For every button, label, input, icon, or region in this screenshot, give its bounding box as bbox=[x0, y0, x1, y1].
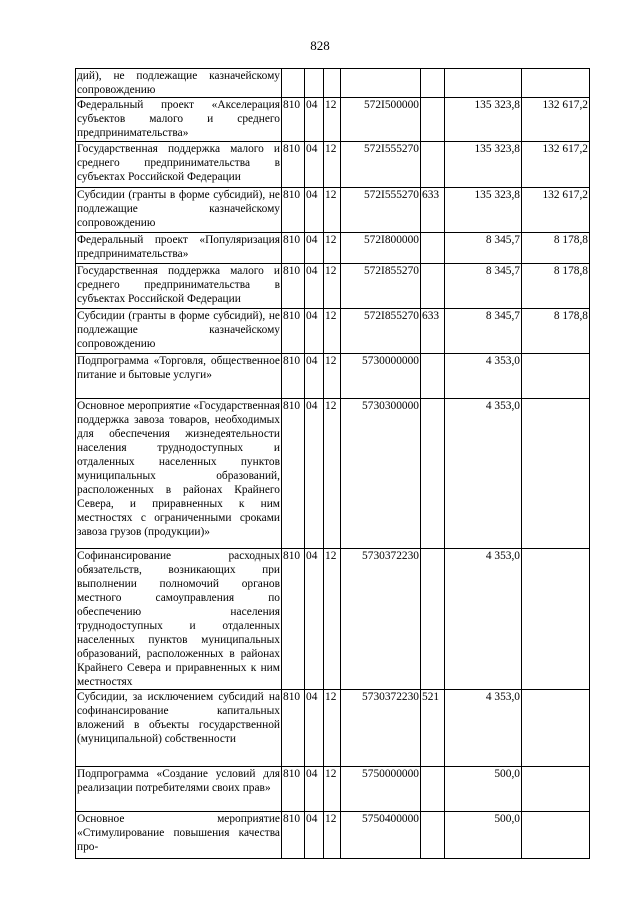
row-name-cell: Государственная поддержка малого и среднего предпринимательства в субъектах Российской Федерации bbox=[76, 142, 282, 188]
row-pr-cell: 12 bbox=[324, 142, 341, 188]
page-number: 828 bbox=[310, 38, 330, 53]
table-row bbox=[76, 69, 590, 98]
row-rz-cell: 04 bbox=[305, 549, 324, 690]
row-gr-cell: 810 bbox=[282, 309, 305, 354]
row-pr-cell: 12 bbox=[324, 690, 341, 767]
row-pr-cell: 12 bbox=[324, 549, 341, 690]
table-row bbox=[76, 812, 590, 859]
row-rz-cell: 04 bbox=[305, 812, 324, 859]
row-pr-cell: 12 bbox=[324, 233, 341, 264]
row-pr-cell: 12 bbox=[324, 309, 341, 354]
row-gr-cell: 810 bbox=[282, 98, 305, 142]
row-gr-cell: 810 bbox=[282, 549, 305, 690]
row-pr-cell: 12 bbox=[324, 188, 341, 233]
row-csr-cell: 572I555270 bbox=[341, 188, 421, 233]
row-sum-2024-cell: 132 617,2 bbox=[522, 98, 590, 142]
row-sum-2023-cell: 135 323,8 bbox=[445, 188, 522, 233]
row-vr-cell: 633 bbox=[421, 309, 445, 354]
row-vr-cell: 521 bbox=[421, 690, 445, 767]
row-sum-2024-cell bbox=[522, 812, 590, 859]
row-sum-2024-cell: 132 617,2 bbox=[522, 142, 590, 188]
row-gr-cell: 810 bbox=[282, 354, 305, 399]
row-vr-cell bbox=[421, 812, 445, 859]
row-csr-cell: 572I500000 bbox=[341, 98, 421, 142]
row-sum-2024-cell bbox=[522, 354, 590, 399]
row-pr-cell: 12 bbox=[324, 399, 341, 549]
row-name-cell: Федеральный проект «Популяризация предпринимательства» bbox=[76, 233, 282, 264]
table-row bbox=[76, 98, 590, 142]
row-gr-cell: 810 bbox=[282, 188, 305, 233]
row-gr-cell bbox=[282, 69, 305, 98]
row-sum-2023-cell: 4 353,0 bbox=[445, 690, 522, 767]
row-sum-2023-cell: 500,0 bbox=[445, 812, 522, 859]
table-row bbox=[76, 188, 590, 233]
table-row bbox=[76, 354, 590, 399]
row-sum-2023-cell: 4 353,0 bbox=[445, 399, 522, 549]
row-csr-cell: 572I800000 bbox=[341, 233, 421, 264]
row-sum-2024-cell bbox=[522, 399, 590, 549]
row-pr-cell: 12 bbox=[324, 767, 341, 812]
row-gr-cell: 810 bbox=[282, 142, 305, 188]
row-rz-cell: 04 bbox=[305, 399, 324, 549]
row-vr-cell bbox=[421, 767, 445, 812]
row-rz-cell: 04 bbox=[305, 188, 324, 233]
row-rz-cell: 04 bbox=[305, 98, 324, 142]
row-vr-cell bbox=[421, 354, 445, 399]
row-sum-2024-cell: 8 178,8 bbox=[522, 309, 590, 354]
row-csr-cell: 572I855270 bbox=[341, 309, 421, 354]
row-csr-cell: 572I855270 bbox=[341, 264, 421, 309]
row-sum-2023-cell: 4 353,0 bbox=[445, 549, 522, 690]
table-row bbox=[76, 767, 590, 812]
row-sum-2023-cell: 8 345,7 bbox=[445, 264, 522, 309]
row-gr-cell: 810 bbox=[282, 812, 305, 859]
row-name-cell: Софинансирование расходных обязательств, возникающих при выполнении полномочий органов местного самоуправления по обеспечению населения труднодоступных и отдаленных населенных пунктов муниципальных образований, расположенных в районах Крайнего Севера и приравненных к ним местностях bbox=[77, 550, 280, 688]
row-gr-cell: 810 bbox=[282, 690, 305, 767]
row-vr-cell bbox=[421, 264, 445, 309]
row-csr-cell: 5750400000 bbox=[341, 812, 421, 859]
row-name-cell: Подпрограмма «Торговля, общественное питание и бытовые услуги» bbox=[76, 354, 282, 399]
table-row bbox=[76, 690, 590, 767]
row-vr-cell bbox=[421, 69, 445, 98]
row-rz-cell bbox=[305, 69, 324, 98]
row-rz-cell: 04 bbox=[305, 690, 324, 767]
row-rz-cell: 04 bbox=[305, 233, 324, 264]
row-pr-cell: 12 bbox=[324, 812, 341, 859]
row-name-cell: Субсидии, за исключением субсидий на софинансирование капитальных вложений в объекты государственной (муниципальной) собственности bbox=[76, 690, 282, 767]
row-name-cell: Основное мероприятие «Государственная поддержка завоза товаров, необходимых для обеспечения жизнедеятельности населения труднодоступных и отдаленных населенных пунктов муниципальных образований, расположенных в районах Крайнего Севера, и приравненных к ним местностях с ограниченными сроками завоза грузов (продукции)» bbox=[76, 399, 282, 549]
row-csr-cell: 5750000000 bbox=[341, 767, 421, 812]
table-row bbox=[76, 264, 590, 309]
row-vr-cell bbox=[421, 98, 445, 142]
row-vr-cell bbox=[421, 142, 445, 188]
row-pr-cell: 12 bbox=[324, 354, 341, 399]
row-gr-cell: 810 bbox=[282, 233, 305, 264]
table-row bbox=[76, 142, 590, 188]
table-row bbox=[76, 399, 590, 549]
row-sum-2024-cell: 132 617,2 bbox=[522, 188, 590, 233]
row-csr-cell: 5730372230 bbox=[341, 690, 421, 767]
row-sum-2023-cell: 4 353,0 bbox=[445, 354, 522, 399]
row-rz-cell: 04 bbox=[305, 142, 324, 188]
row-name-cell: дий), не подлежащие казначейскому сопровождению bbox=[77, 70, 280, 96]
row-sum-2024-cell bbox=[522, 690, 590, 767]
row-name-cell: Основное мероприятие «Стимулирование повышения качества про- bbox=[76, 812, 282, 859]
row-csr-cell: 5730000000 bbox=[341, 354, 421, 399]
row-pr-cell: 12 bbox=[324, 98, 341, 142]
row-sum-2024-cell bbox=[522, 549, 590, 690]
row-rz-cell: 04 bbox=[305, 264, 324, 309]
row-sum-2023-cell: 500,0 bbox=[445, 767, 522, 812]
row-pr-cell bbox=[324, 69, 341, 98]
row-rz-cell: 04 bbox=[305, 309, 324, 354]
row-csr-cell: 572I555270 bbox=[341, 142, 421, 188]
row-sum-2023-cell: 8 345,7 bbox=[445, 233, 522, 264]
row-vr-cell bbox=[421, 549, 445, 690]
row-rz-cell: 04 bbox=[305, 767, 324, 812]
table-row bbox=[76, 549, 590, 690]
row-sum-2024-cell: 8 178,8 bbox=[522, 264, 590, 309]
row-pr-cell: 12 bbox=[324, 264, 341, 309]
row-name-cell: Государственная поддержка малого и среднего предпринимательства в субъектах Российской Федерации bbox=[76, 264, 282, 309]
row-sum-2023-cell: 135 323,8 bbox=[445, 98, 522, 142]
row-sum-2023-cell: 8 345,7 bbox=[445, 309, 522, 354]
row-vr-cell bbox=[421, 399, 445, 549]
row-vr-cell: 633 bbox=[421, 188, 445, 233]
row-csr-cell: 5730300000 bbox=[341, 399, 421, 549]
row-csr-cell bbox=[341, 69, 421, 98]
row-gr-cell: 810 bbox=[282, 264, 305, 309]
row-name-cell: Подпрограмма «Создание условий для реализации потребителями своих прав» bbox=[76, 767, 282, 812]
row-name-cell: Субсидии (гранты в форме субсидий), не подлежащие казначейскому сопровождению bbox=[76, 309, 282, 354]
row-sum-2024-cell bbox=[522, 69, 590, 98]
row-rz-cell: 04 bbox=[305, 354, 324, 399]
row-name-cell: Субсидии (гранты в форме субсидий), не подлежащие казначейскому сопровождению bbox=[76, 188, 282, 233]
row-sum-2023-cell bbox=[445, 69, 522, 98]
row-sum-2024-cell: 8 178,8 bbox=[522, 233, 590, 264]
table-row bbox=[76, 233, 590, 264]
row-sum-2024-cell bbox=[522, 767, 590, 812]
row-csr-cell: 5730372230 bbox=[341, 549, 421, 690]
row-gr-cell: 810 bbox=[282, 399, 305, 549]
budget-table bbox=[75, 68, 590, 859]
row-name-cell: Федеральный проект «Акселерация субъектов малого и среднего предпринимательства» bbox=[76, 98, 282, 142]
row-gr-cell: 810 bbox=[282, 767, 305, 812]
table-row bbox=[76, 309, 590, 354]
row-sum-2023-cell: 135 323,8 bbox=[445, 142, 522, 188]
row-vr-cell bbox=[421, 233, 445, 264]
